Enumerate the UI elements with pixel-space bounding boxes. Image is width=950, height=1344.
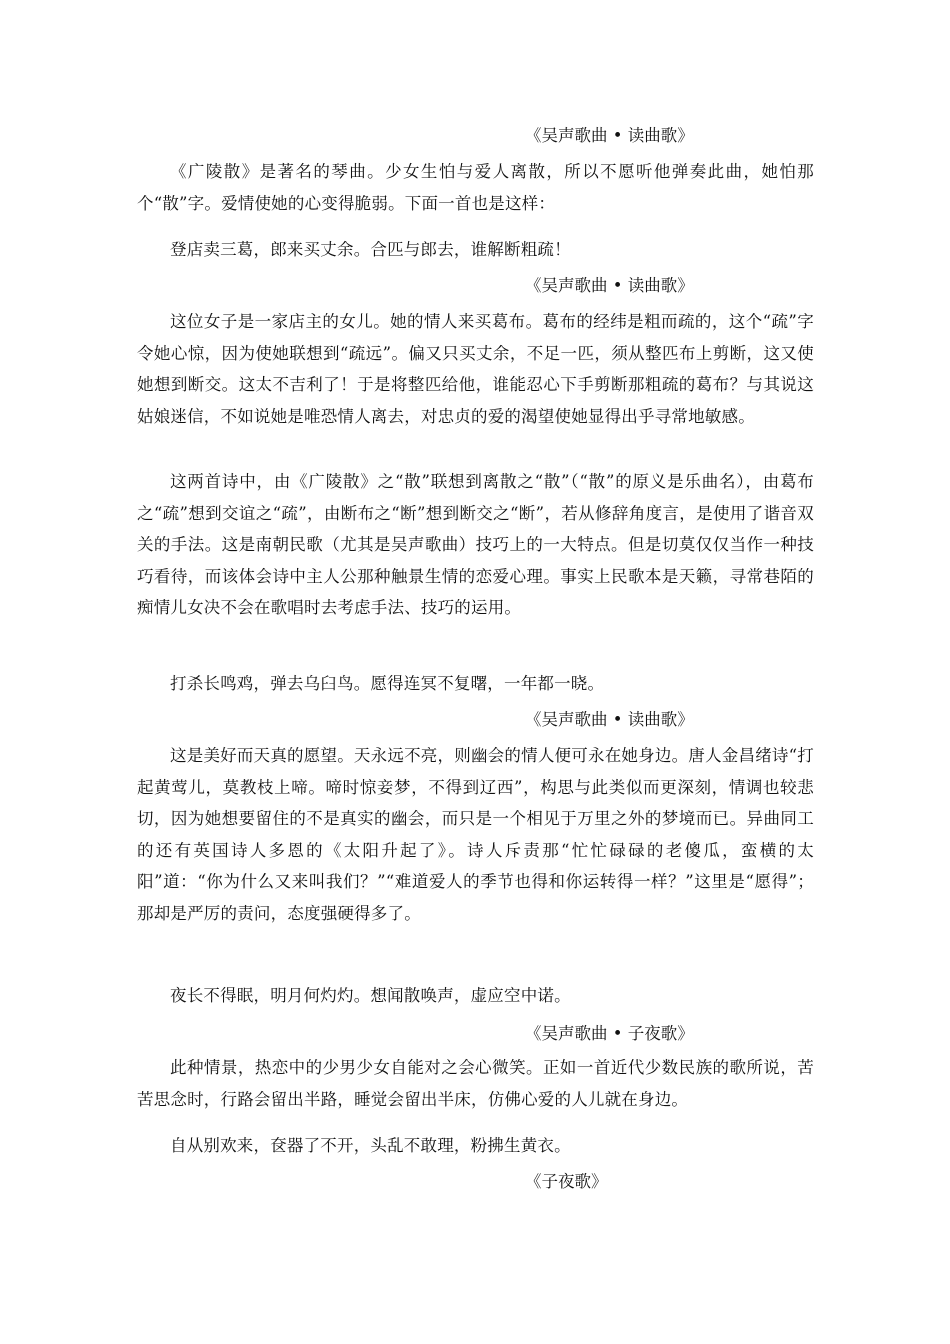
poem-source: 《吴声歌曲 • 读曲歌》 <box>525 126 694 145</box>
poem-lines: 夜长不得眠，明月何灼灼。想闻散唤声，虚应空中诺。 <box>170 986 571 1005</box>
poem-source: 《吴声歌曲 • 子夜歌》 <box>525 1024 694 1043</box>
poem-source: 《子夜歌》 <box>525 1172 608 1191</box>
paragraph: 这位女子是一家店主的女儿。她的情人来买葛布。葛布的经纬是粗而疏的，这个“疏”字令她心惊，因为使她联想到“疏远”。偏又只买丈余，不足一匹，须从整匹布上剪断，这又使她想到断交。这太不吉利了！于是将整匹给他，谁能忍心下手剪断那粗疏的葛布？与其说这姑娘迷信，不如说她是唯恐情人离去，对忠贞的爱的渴望使她显得出乎寻常地敏感。 <box>137 312 814 426</box>
paragraph: 《广陵散》是著名的琴曲。少女生怕与爱人离散，所以不愿听他弹奏此曲，她怕那个“散”字。爱情使她的心变得脆弱。下面一首也是这样： <box>137 162 814 213</box>
paragraph: 这是美好而天真的愿望。天永远不亮，则幽会的情人便可永在她身边。唐人金昌绪诗“打起黄莺儿，莫教枝上啼。啼时惊妾梦，不得到辽西”，构思与此类似而更深刻，情调也较悲切，因为她想要留住的不是真实的幽会，而只是一个相见于万里之外的梦境而已。异曲同工的还有英国诗人多恩的《太阳升起了》。诗人斥责那“忙忙碌碌的老傻瓜，蛮横的太阳”道：“你为什么又来叫我们？”“难道爱人的季节也得和你运转得一样？”这里是“愿得”；那却是严厉的责问，态度强硬得多了。 <box>137 746 814 923</box>
poem-lines: 登店卖三葛，郎来买丈余。合匹与郎去，谁解断粗疏！ <box>170 240 571 259</box>
poem-source: 《吴声歌曲 • 读曲歌》 <box>525 710 694 729</box>
paragraph: 这两首诗中，由《广陵散》之“散”联想到离散之“散”（“散”的原义是乐曲名），由葛布之“疏”想到交谊之“疏”，由断布之“断”想到断交之“断”，若从修辞角度言，是使用了谐音双关的手法。这是南朝民歌（尤其是吴声歌曲）技巧上的一大特点。但是切莫仅仅当作一种技巧看待，而该体会诗中主人公那种触景生情的恋爱心理。事实上民歌本是天籁，寻常巷陌的痴情儿女决不会在歌唱时去考虑手法、技巧的运用。 <box>137 472 814 617</box>
poem-source: 《吴声歌曲 • 读曲歌》 <box>525 276 694 295</box>
poem-lines: 自从别欢来，奁器了不开，头乱不敢理，粉拂生黄衣。 <box>170 1136 571 1155</box>
poem-lines: 打杀长鸣鸡，弹去乌臼鸟。愿得连冥不复曙，一年都一晓。 <box>170 674 605 693</box>
paragraph: 此种情景，热恋中的少男少女自能对之会心微笑。正如一首近代少数民族的歌所说，苦苦思念时，行路会留出半路，睡觉会留出半床，仿佛心爱的人儿就在身边。 <box>137 1058 814 1109</box>
